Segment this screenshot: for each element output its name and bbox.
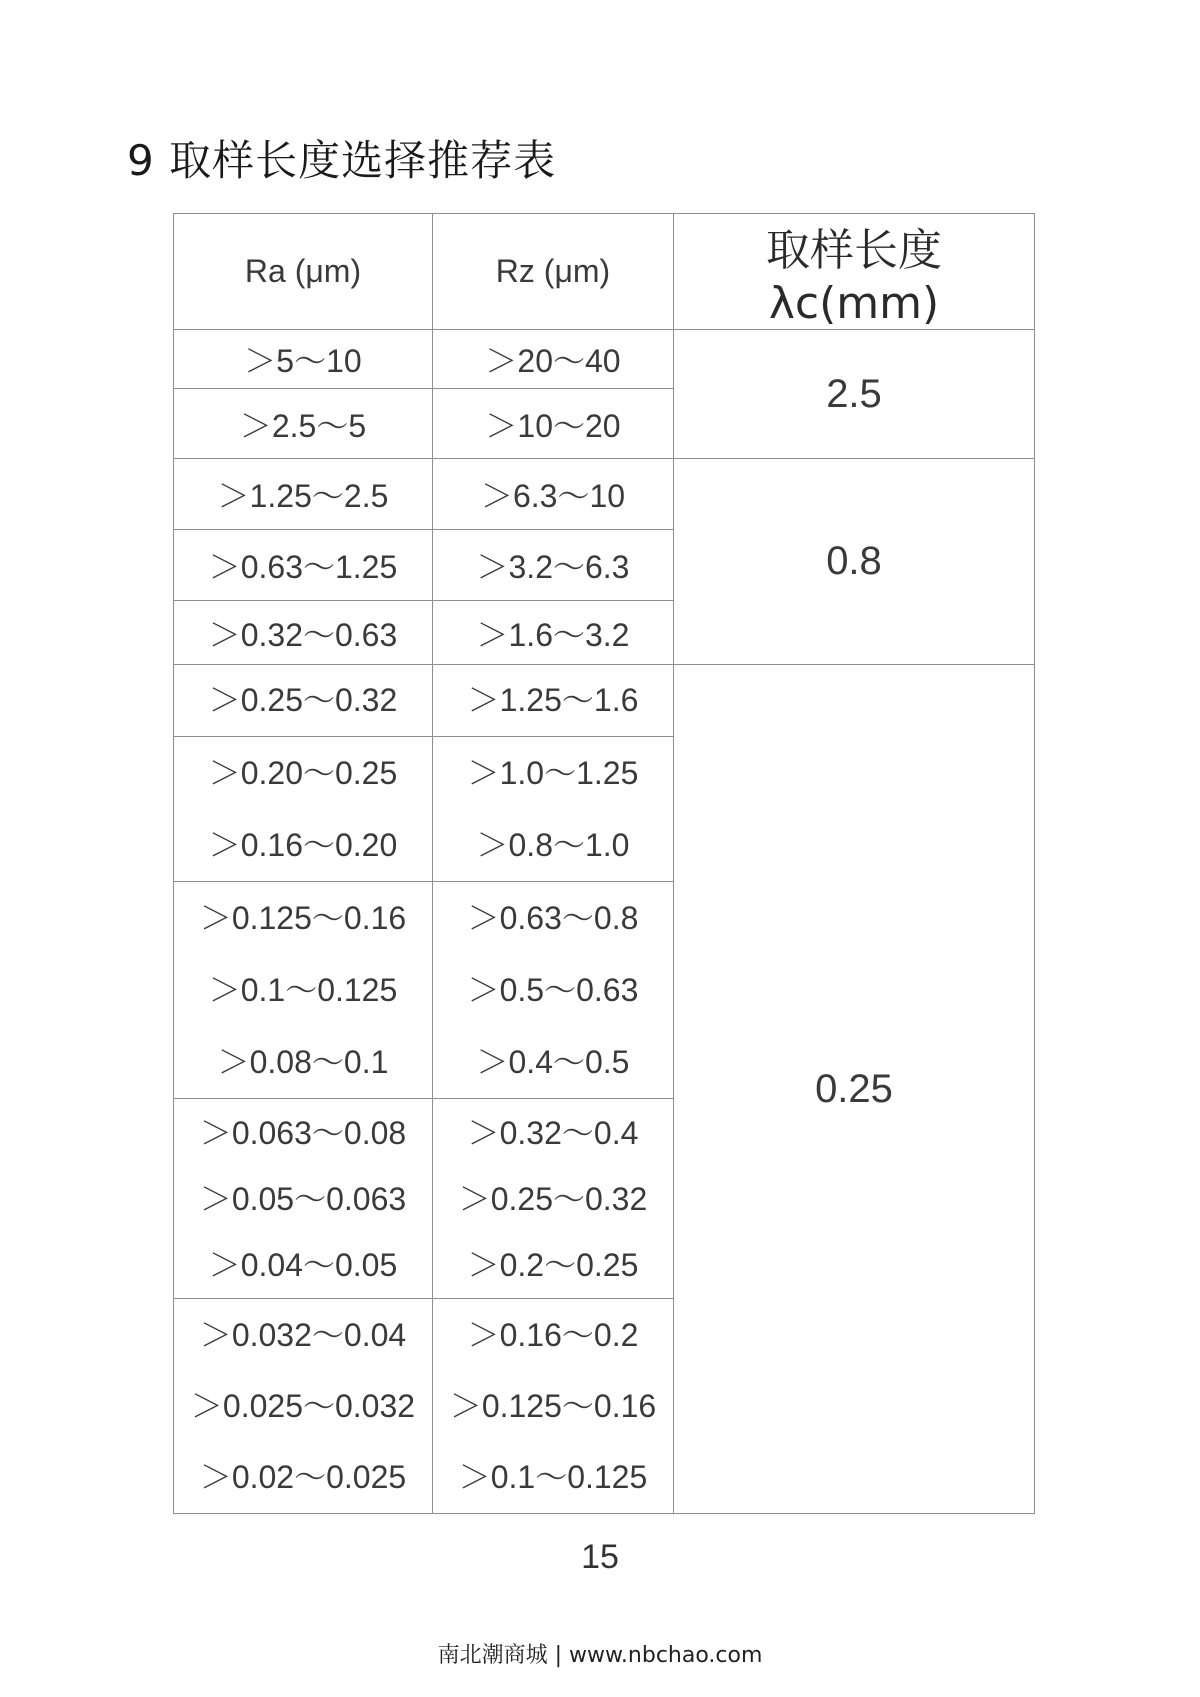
ra-value-line: ＞0.02～0.025 xyxy=(199,1458,407,1495)
rz-value-line: ＞0.63～0.8 xyxy=(467,900,639,936)
ra-value: ＞0.32～0.63 xyxy=(174,601,433,665)
table-header-row xyxy=(174,214,1035,330)
header-lc: 取样长度 λc(mm) xyxy=(674,214,1035,330)
table-row xyxy=(174,665,1035,737)
rz-value xyxy=(433,882,674,1099)
ra-value: ＞0.63～1.25 xyxy=(174,530,433,601)
page-number: 15 xyxy=(581,1538,619,1576)
ra-value xyxy=(174,665,433,737)
table-row xyxy=(174,330,1035,389)
ra-value-line: ＞0.04～0.05 xyxy=(208,1246,398,1283)
sampling-length-value: 2.5 xyxy=(674,330,1035,459)
rz-value-line: ＞0.32～0.4 xyxy=(467,1114,639,1151)
rz-value xyxy=(433,1299,674,1514)
rz-value xyxy=(433,665,674,737)
ra-value-line: ＞0.20～0.25 xyxy=(208,755,398,791)
ra-value-line: ＞0.05～0.063 xyxy=(199,1180,407,1217)
sampling-length-value: 0.25 xyxy=(674,665,1035,1514)
footer-watermark: 南北潮商城 | www.nbchao.com xyxy=(437,1643,763,1668)
ra-value-line: ＞0.032～0.04 xyxy=(199,1316,407,1353)
ra-value xyxy=(174,737,433,882)
rz-value: ＞10～20 xyxy=(433,389,674,459)
ra-value-line: ＞0.025～0.032 xyxy=(190,1387,416,1424)
ra-value: ＞5～10 xyxy=(174,330,433,389)
rz-value-line: ＞0.125～0.16 xyxy=(449,1387,657,1424)
ra-value xyxy=(174,882,433,1099)
ra-value: ＞2.5～5 xyxy=(174,389,433,459)
sampling-length-value: 0.8 xyxy=(674,459,1035,665)
rz-value-line: ＞0.1～0.125 xyxy=(458,1458,648,1495)
sampling-length-table xyxy=(173,213,1035,1514)
header-ra: Ra (μm) xyxy=(174,214,433,330)
ra-value-line: ＞0.25～0.32 xyxy=(208,682,398,718)
table-row xyxy=(174,459,1035,530)
rz-value xyxy=(433,737,674,882)
page-title: 9 取样长度选择推荐表 xyxy=(127,136,557,185)
rz-value: ＞6.3～10 xyxy=(433,459,674,530)
rz-value-line: ＞1.25～1.6 xyxy=(467,682,639,718)
ra-value-line: ＞0.16～0.20 xyxy=(208,827,398,863)
header-rz: Rz (μm) xyxy=(433,214,674,330)
ra-value-line: ＞0.125～0.16 xyxy=(199,900,407,936)
rz-value: ＞3.2～6.3 xyxy=(433,530,674,601)
ra-value xyxy=(174,1299,433,1514)
rz-value-line: ＞0.25～0.32 xyxy=(458,1180,648,1217)
rz-value: ＞20～40 xyxy=(433,330,674,389)
rz-value-line: ＞1.0～1.25 xyxy=(467,755,639,791)
ra-value-line: ＞0.1～0.125 xyxy=(208,972,398,1008)
rz-value-line: ＞0.8～1.0 xyxy=(476,827,630,863)
ra-value: ＞1.25～2.5 xyxy=(174,459,433,530)
ra-value-line: ＞0.063～0.08 xyxy=(199,1114,407,1151)
rz-value-line: ＞0.2～0.25 xyxy=(467,1246,639,1283)
rz-value-line: ＞0.5～0.63 xyxy=(467,972,639,1008)
rz-value: ＞1.6～3.2 xyxy=(433,601,674,665)
rz-value xyxy=(433,1099,674,1299)
ra-value-line: ＞0.08～0.1 xyxy=(217,1044,389,1080)
ra-value xyxy=(174,1099,433,1299)
rz-value-line: ＞0.16～0.2 xyxy=(467,1316,639,1353)
rz-value-line: ＞0.4～0.5 xyxy=(476,1044,630,1080)
